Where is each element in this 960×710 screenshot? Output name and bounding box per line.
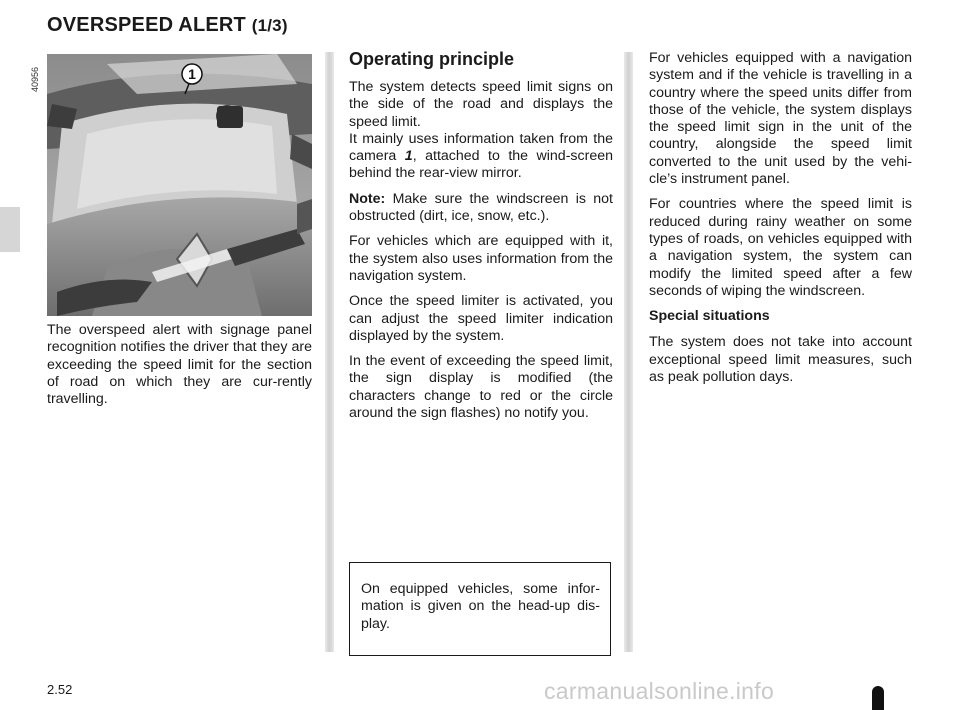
paragraph: For countries where the speed limit is reduced during rainy weather on some types of roads, on vehicles equipped with a navigation system, the system can modify the limited speed after a few seconds of wiping the windscreen.	[649, 196, 912, 299]
note-label: Note:	[349, 190, 386, 207]
page-number: 2.52	[47, 682, 73, 697]
paragraph: For vehicles which are equipped with it, the system also uses information from the navigation system.	[349, 233, 613, 284]
paragraph: Once the speed limiter is activated, you can adjust the speed limiter indication displayed by the system.	[349, 293, 613, 344]
camera-ref: 1	[404, 148, 413, 165]
page-corner-marker	[872, 686, 884, 710]
note-paragraph	[349, 191, 613, 226]
section-heading: Operating principle	[349, 49, 515, 69]
figure-id: 40956	[30, 66, 40, 92]
operating-principle-column	[349, 48, 613, 430]
car-illustration	[47, 54, 312, 316]
head-up-display-note-box: On equipped vehicles, some infor-mation is given on the head-up dis-play.	[349, 562, 611, 656]
paragraph: In the event of exceeding the speed limit, the sign display is modified (the characters change to red or the circle around the sign flashes) no notify you.	[349, 353, 613, 422]
navigation-column	[649, 50, 912, 394]
subheading-special-situations: Special situations	[649, 308, 770, 325]
paragraph	[349, 79, 613, 183]
paragraph: For vehicles equipped with a navigation system and if the vehicle is travelling in a country where the speed units differ from those of the vehicle, the system displays the speed limit sign in the unit of the country, alongside the speed limit converted to the unit used by the vehi-cle’s instrument panel.	[649, 50, 912, 188]
column-divider-1	[325, 52, 334, 652]
title-text: OVERSPEED ALERT	[47, 14, 246, 36]
p1-line2-before: It mainly uses information taken from the camera	[349, 130, 613, 165]
p1-line1: The system detects speed limit signs on the side of the road and displays the speed limit.	[349, 79, 613, 130]
note-text: Make sure the windscreen is not obstructed (dirt, ice, snow, etc.).	[349, 190, 613, 225]
column-divider-2	[624, 52, 633, 652]
callout-number: 1	[188, 66, 196, 82]
watermark: carmanualsonline.info	[544, 678, 775, 704]
title-part: (1/3)	[251, 16, 288, 35]
p1-line2-after: , attached to the wind-screen behind the rear-view mirror.	[349, 148, 614, 182]
paragraph: The system does not take into account exceptional speed limit measures, such as peak pollution days.	[649, 334, 912, 386]
intro-paragraph: The overspeed alert with signage panel recognition notifies the driver that they are exceeding the speed limit for the section of road on which they are cur-rently travelling.	[47, 322, 312, 408]
page-title	[47, 14, 288, 37]
car-windscreen-photo	[47, 54, 312, 316]
section-tab	[0, 207, 20, 252]
